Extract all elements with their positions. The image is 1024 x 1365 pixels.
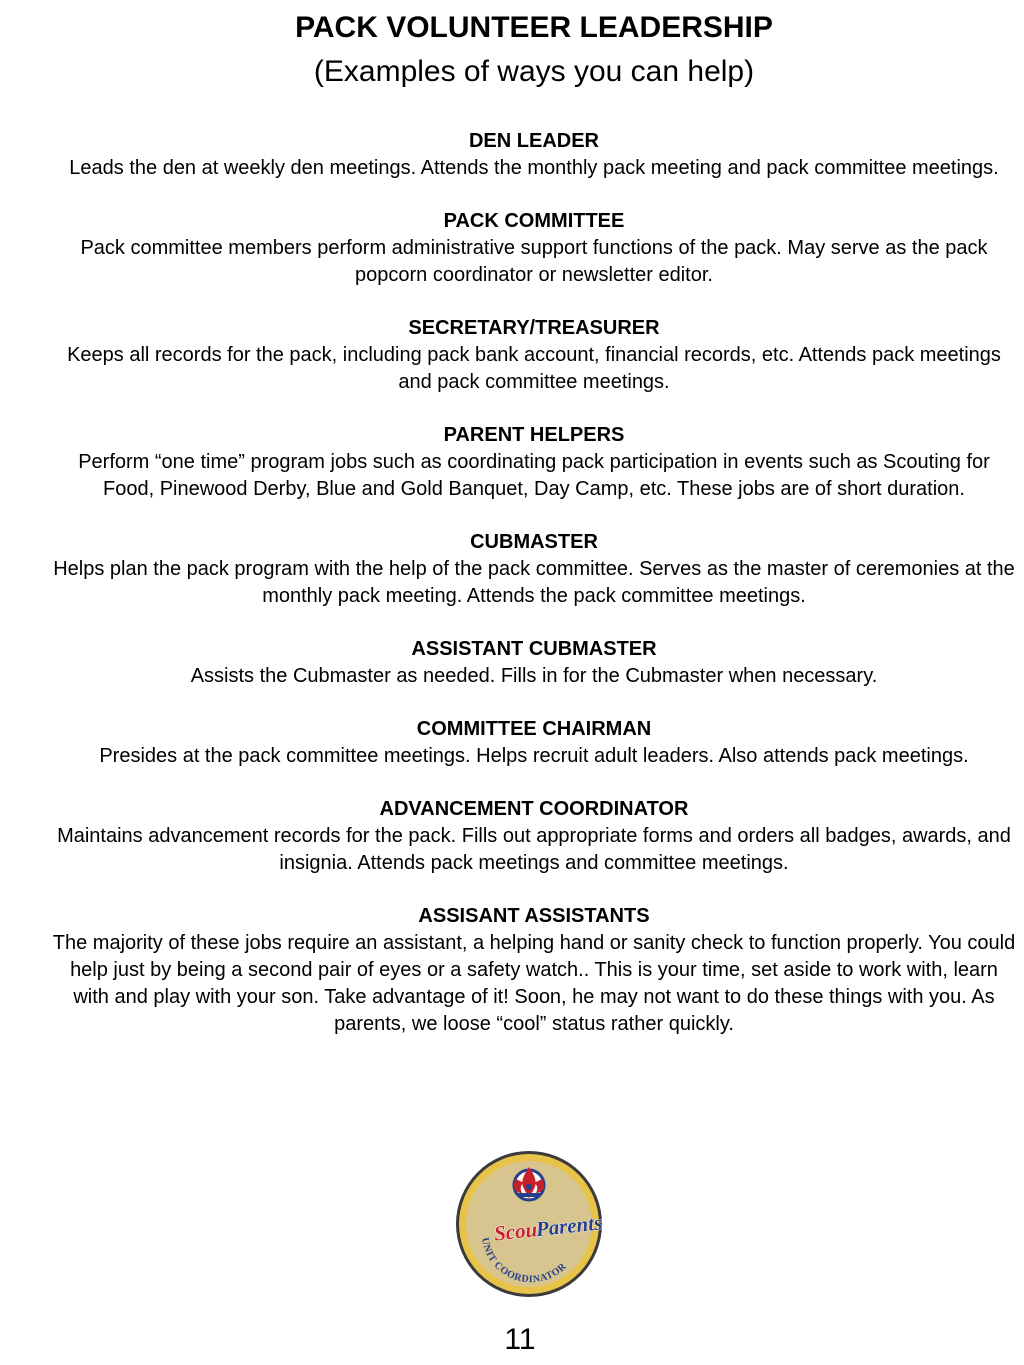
role-description: Helps plan the pack program with the help of the pack committee. Serves as the master of ceremonies at the monthly pack meeting. Attends the pack committee meetings. bbox=[53, 558, 1015, 607]
role-heading: PACK COMMITTEE bbox=[443, 210, 625, 232]
page-title: PACK VOLUNTEER LEADERSHIP bbox=[295, 11, 773, 44]
role-section-assisant-assistants bbox=[50, 903, 1018, 1038]
role-description: Keeps all records for the pack, including pack bank account, financial records, etc. Attends pack meetings and pack committee meetings. bbox=[67, 344, 1001, 393]
role-description: Leads the den at weekly den meetings. Attends the monthly pack meeting and pack committee meetings. bbox=[69, 157, 999, 179]
role-description: Maintains advancement records for the pack. Fills out appropriate forms and orders all badges, awards, and insignia. Attends pack meetings and committee meetings. bbox=[57, 825, 1011, 874]
role-heading: CUBMASTER bbox=[470, 531, 598, 553]
role-description: Assists the Cubmaster as needed. Fills in for the Cubmaster when necessary. bbox=[190, 665, 878, 687]
role-heading: COMMITTEE CHAIRMAN bbox=[416, 718, 652, 740]
role-section-pack-committee bbox=[50, 208, 1018, 289]
role-heading: ADVANCEMENT COORDINATOR bbox=[379, 798, 689, 820]
role-section-assistant-cubmaster bbox=[50, 636, 1018, 690]
role-section-committee-chairman bbox=[50, 716, 1018, 770]
page-number: 11 bbox=[504, 1323, 536, 1356]
role-heading: DEN LEADER bbox=[468, 130, 599, 152]
role-description: Presides at the pack committee meetings. Helps recruit adult leaders. Also attends pack meetings. bbox=[99, 745, 969, 767]
page-subtitle: (Examples of ways you can help) bbox=[313, 55, 755, 88]
role-description: Perform “one time” program jobs such as coordinating pack participation in events such as Scouting for Food, Pinewood Derby, Blue and Gold Banquet, Day Camp, etc. These jobs are of short duration. bbox=[78, 451, 990, 500]
role-section-den-leader bbox=[50, 128, 1018, 182]
role-section-advancement-coordinator bbox=[50, 796, 1018, 877]
role-description: The majority of these jobs require an assistant, a helping hand or sanity check to function properly. You could help just by being a second pair of eyes or a safety watch.. This is your time, set aside to work with, learn with and play with your son. Take advantage of it! Soon, he may not want to do these things with you. As parents, we loose “cool” status rather quickly. bbox=[52, 932, 1016, 1035]
role-description: Pack committee members perform administrative support functions of the pack. May serve as the pack popcorn coordinator or newsletter editor. bbox=[80, 237, 988, 286]
role-heading: PARENT HELPERS bbox=[443, 424, 625, 446]
role-heading: SECRETARY/TREASURER bbox=[408, 317, 660, 339]
role-heading: ASSISTANT CUBMASTER bbox=[411, 638, 657, 660]
role-section-parent-helpers bbox=[50, 422, 1018, 503]
patch-graphic bbox=[454, 1149, 604, 1299]
role-list bbox=[50, 128, 1018, 1064]
patch-arc-text: UNIT COORDINATOR bbox=[479, 1236, 569, 1286]
brand-word-scout: Scout bbox=[492, 1216, 545, 1246]
role-heading: ASSISANT ASSISTANTS bbox=[418, 905, 650, 927]
brand-word-parents: Parents bbox=[534, 1210, 604, 1242]
role-section-secretary-treasurer bbox=[50, 315, 1018, 396]
role-section-cubmaster bbox=[50, 529, 1018, 610]
scoutparents-patch-icon bbox=[454, 1149, 604, 1299]
